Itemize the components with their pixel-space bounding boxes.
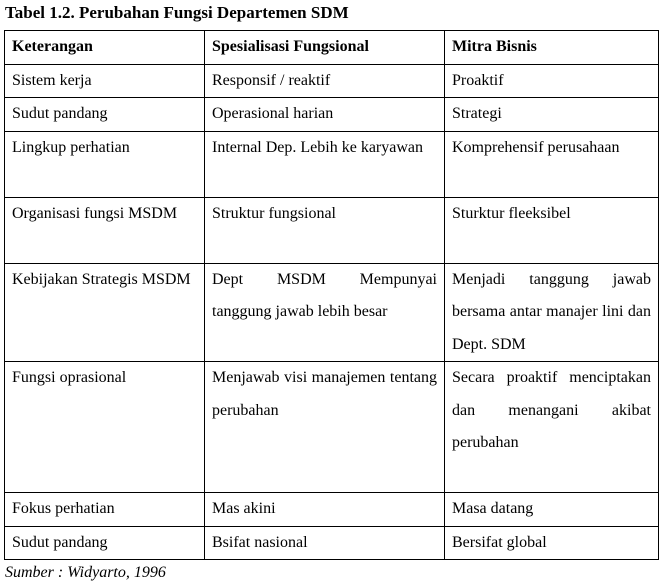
table-title: Tabel 1.2. Perubahan Fungsi Departemen SDM xyxy=(5,3,349,22)
header-spesialisasi-fungsional: Spesialisasi Fungsional xyxy=(205,31,445,65)
cell-mitra: Bersifat global xyxy=(445,526,659,560)
cell-mitra: Sturktur fleeksibel xyxy=(445,197,659,263)
comparison-table xyxy=(4,30,659,560)
header-mitra-bisnis: Mitra Bisnis xyxy=(445,31,659,65)
cell-spesialisasi: Struktur fungsional xyxy=(205,197,445,263)
cell-spesialisasi: Mas akini xyxy=(205,493,445,527)
cell-mitra: Komprehensif perusahaan xyxy=(445,131,659,197)
cell-spesialisasi: Bsifat nasional xyxy=(205,526,445,560)
cell-mitra: Secara proaktif menciptakan dan menangani akibat perubahan xyxy=(445,362,659,493)
cell-keterangan: Sudut pandang xyxy=(5,98,205,132)
cell-keterangan: Lingkup perhatian xyxy=(5,131,205,197)
cell-keterangan: Organisasi fungsi MSDM xyxy=(5,197,205,263)
cell-keterangan: Fokus perhatian xyxy=(5,493,205,527)
cell-mitra: Strategi xyxy=(445,98,659,132)
cell-spesialisasi: Menjawab visi manajemen tentang perubahan xyxy=(205,362,445,493)
cell-spesialisasi: Responsif / reaktif xyxy=(205,64,445,98)
cell-keterangan: Kebijakan Strategis MSDM xyxy=(5,263,205,362)
cell-keterangan: Sudut pandang xyxy=(5,526,205,560)
table-row xyxy=(5,131,659,197)
cell-mitra: Proaktif xyxy=(445,64,659,98)
table-row xyxy=(5,526,659,560)
table-row xyxy=(5,493,659,527)
cell-spesialisasi: Dept MSDM Mempunyai tanggung jawab lebih besar xyxy=(205,263,445,362)
table-header-row xyxy=(5,31,659,65)
table-row xyxy=(5,362,659,493)
cell-keterangan: Sistem kerja xyxy=(5,64,205,98)
table-row xyxy=(5,197,659,263)
table-row xyxy=(5,98,659,132)
cell-spesialisasi: Internal Dep. Lebih ke karyawan xyxy=(205,131,445,197)
cell-keterangan: Fungsi oprasional xyxy=(5,362,205,493)
header-keterangan: Keterangan xyxy=(5,31,205,65)
table-row xyxy=(5,263,659,362)
source-citation: Sumber : Widyarto, 1996 xyxy=(5,564,166,581)
table-row xyxy=(5,64,659,98)
cell-spesialisasi: Operasional harian xyxy=(205,98,445,132)
cell-mitra: Masa datang xyxy=(445,493,659,527)
cell-mitra: Menjadi tanggung jawab bersama antar manajer lini dan Dept. SDM xyxy=(445,263,659,362)
